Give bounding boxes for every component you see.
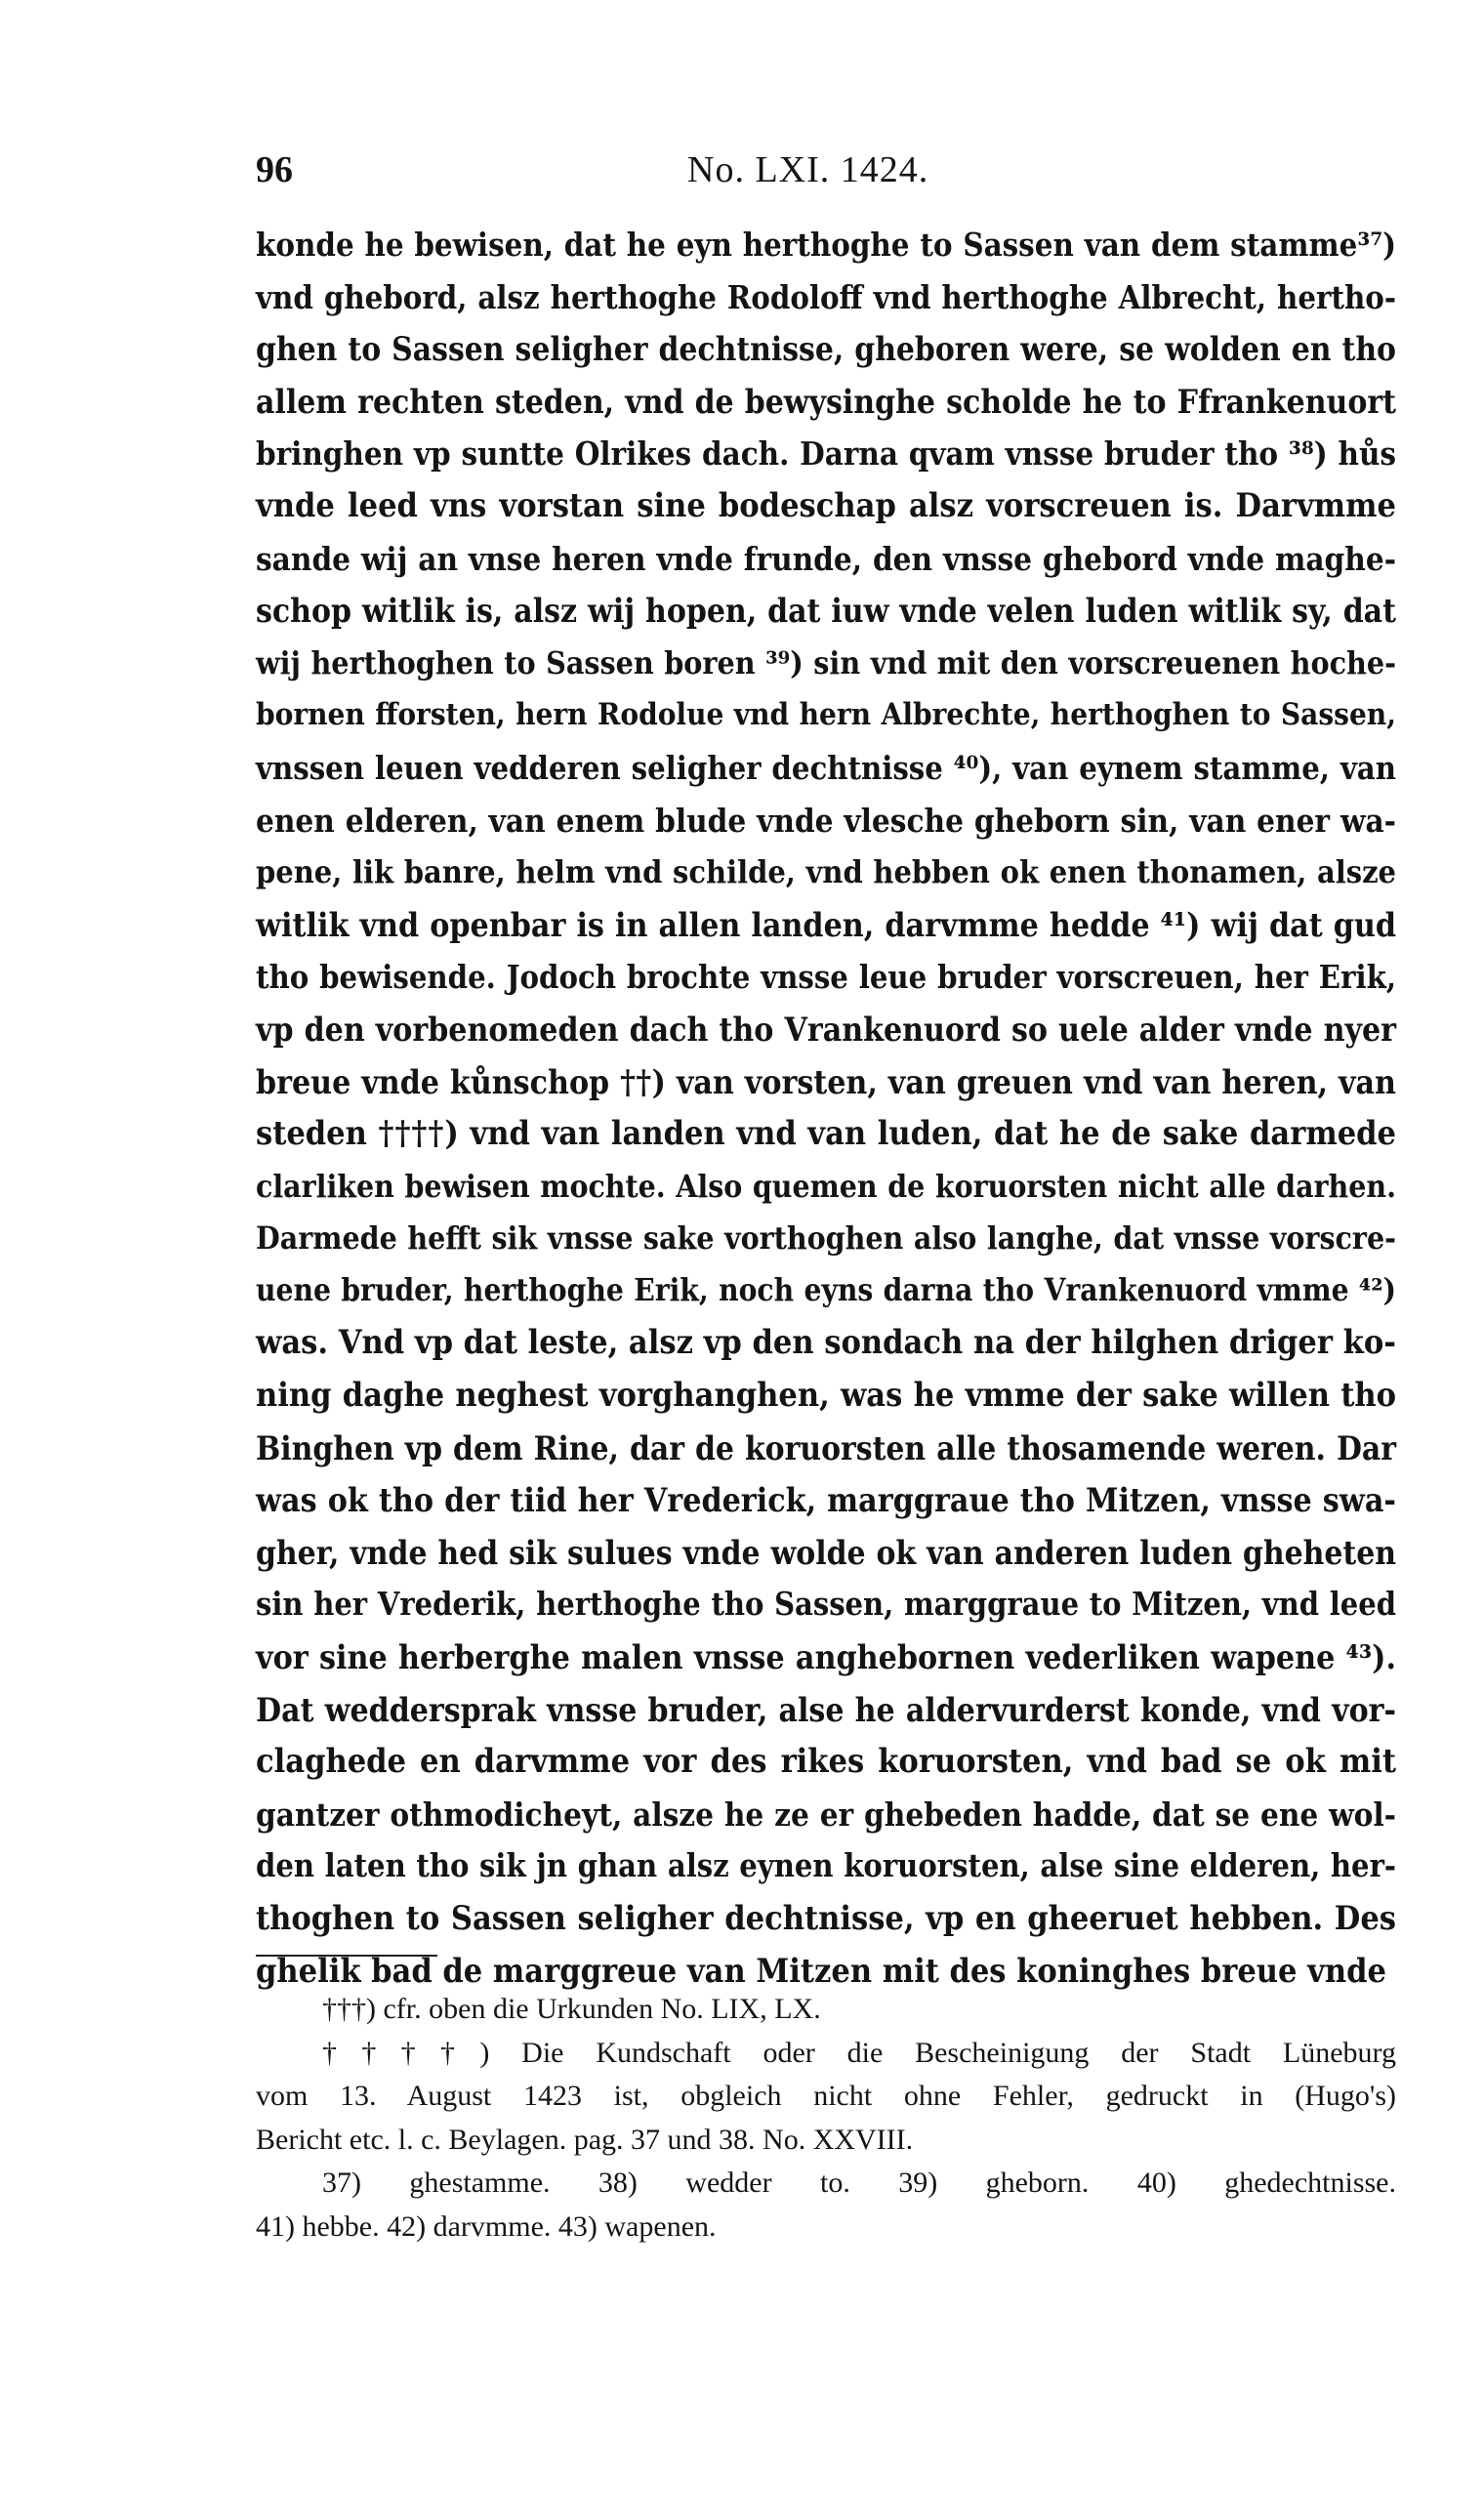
text-line: vnde leed vns vorstan sine bodeschap alsz vorscreuen is. Darvmme	[256, 485, 1396, 525]
page-header	[256, 148, 1396, 197]
text-line: ghelik bad de marggreue van Mitzen mit des koninghes breue vnde	[256, 1951, 1386, 1991]
main-text	[256, 219, 1396, 1998]
text-line: witlik vnd openbar is in allen landen, darvmme hedde ⁴¹) wij dat gud	[256, 904, 1396, 944]
text-line: Dat weddersprak vnsse bruder, alse he aldervurderst konde, vnd vor-	[256, 1690, 1396, 1729]
text-line: uene bruder, herthoghe Erik, noch eyns darna tho Vrankenuord vmme ⁴²)	[256, 1272, 1396, 1308]
text-line: schop witlik is, alsz wij hopen, dat iuw vnde velen luden witlik sy, dat	[256, 592, 1396, 631]
text-line: gantzer othmodicheyt, alsze he ze er ghebeden hadde, dat se ene wol-	[256, 1795, 1396, 1834]
footnote-line: ††††) Die Kundschaft oder die Bescheinigung der Stadt Lüneburg	[322, 2036, 1396, 2069]
running-title: No. LXI. 1424.	[687, 149, 929, 190]
text-line: steden ††††) vnd van landen vnd van luden, dat he de sake darmede	[256, 1114, 1396, 1154]
footnote-line: Bericht etc. l. c. Beylagen. pag. 37 und 38. No. XXVIII.	[256, 2123, 914, 2156]
text-line: breue vnde kůnschop ††) van vorsten, van greuen vnd van heren, van	[256, 1062, 1396, 1101]
footnote-divider	[256, 1955, 437, 1957]
text-line: konde he bewisen, dat he eyn herthoghe to Sassen van dem stamme³⁷)	[256, 226, 1396, 264]
text-line: ning daghe neghest vorghanghen, was he vmme der sake willen tho	[256, 1376, 1396, 1416]
text-line: allem rechten steden, vnd de bewysinghe scholde he to Ffrankenuort	[256, 382, 1396, 421]
footnote-line: †††) cfr. oben die Urkunden No. LIX, LX.	[322, 1993, 821, 2025]
page-number: 96	[256, 149, 293, 190]
footnote-line: 41) hebbe. 42) darvmme. 43) wapenen.	[256, 2209, 717, 2243]
text-line: Binghen vp dem Rine, dar de koruorsten alle thosamende weren. Dar	[256, 1428, 1396, 1467]
text-line: ghen to Sassen seligher dechtnisse, gheboren were, se wolden en tho	[256, 330, 1396, 369]
footnote-line: vom 13. August 1423 ist, obgleich nicht ohne Fehler, gedruckt in (Hugo's)	[256, 2080, 1396, 2112]
text-line: vor sine herberghe malen vnsse anghebornen vederliken wapene ⁴³).	[256, 1637, 1396, 1677]
text-line: Darmede hefft sik vnsse sake vorthoghen also langhe, dat vnsse vorscre-	[256, 1220, 1396, 1258]
text-line: vnssen leuen vedderen seligher dechtnisse ⁴⁰), van eynem stamme, van	[256, 748, 1396, 787]
text-line: bornen fforsten, hern Rodolue vnd hern Albrechte, herthoghen to Sassen,	[256, 697, 1396, 733]
text-line: bringhen vp suntte Olrikes dach. Darna qvam vnsse bruder tho ³⁸) hůs	[256, 434, 1396, 474]
text-line: was ok tho der tiid her Vrederick, marggraue tho Mitzen, vnsse swa-	[256, 1480, 1396, 1520]
text-line: wij herthoghen to Sassen boren ³⁹) sin vnd mit den vorscreuenen hoche-	[256, 643, 1396, 681]
text-line: claghede en darvmme vor des rikes koruorsten, vnd bad se ok mit	[256, 1742, 1396, 1782]
text-line: tho bewisende. Jodoch brochte vnsse leue bruder vorscreuen, her Erik,	[256, 958, 1396, 997]
text-line: sin her Vrederik, herthoghe tho Sassen, marggraue to Mitzen, vnd leed	[256, 1586, 1396, 1624]
text-line: vp den vorbenomeden dach tho Vrankenuord so uele alder vnde nyer	[256, 1010, 1396, 1049]
text-line: enen elderen, van enem blude vnde vlesche gheborn sin, van ener wa-	[256, 801, 1396, 840]
footnotes	[256, 1988, 1396, 2249]
text-line: pene, lik banre, helm vnd schilde, vnd hebben ok enen thonamen, alsze	[256, 853, 1396, 891]
text-line: thoghen to Sassen seligher dechtnisse, vp en gheeruet hebben. Des	[256, 1899, 1396, 1938]
text-line: vnd ghebord, alsz herthoghe Rodoloff vnd herthoghe Albrecht, hertho-	[256, 277, 1396, 316]
text-line: clarliken bewisen mochte. Also quemen de koruorsten nicht alle darhen.	[256, 1168, 1396, 1205]
text-line: gher, vnde hed sik sulues vnde wolde ok van anderen luden gheheten	[256, 1533, 1396, 1572]
text-line: was. Vnd vp dat leste, alsz vp den sondach na der hilghen driger ko-	[256, 1323, 1396, 1363]
text-line: sande wij an vnse heren vnde frunde, den vnsse ghebord vnde maghe-	[256, 539, 1396, 578]
text-line: den laten tho sik jn ghan alsz eynen koruorsten, alse sine elderen, her-	[256, 1847, 1396, 1885]
footnote-line: 37) ghestamme. 38) wedder to. 39) gheborn. 40) ghedechtnisse.	[322, 2167, 1396, 2199]
